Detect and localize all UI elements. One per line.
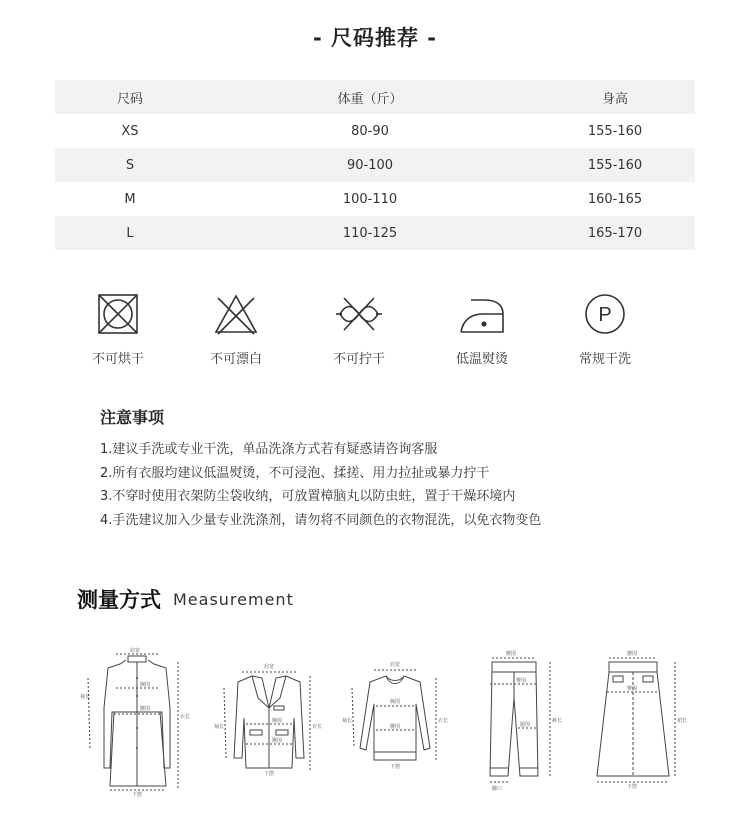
care-item [555, 292, 655, 367]
care-label: 不可拧干 [332, 352, 385, 367]
table-row [55, 182, 695, 216]
label-hem: 下摆 [264, 771, 275, 777]
cell-height: 155-160 [535, 148, 695, 182]
label-hip: 臀围 [627, 686, 638, 692]
notes-list [100, 438, 700, 532]
cell-weight: 90-100 [205, 148, 535, 182]
no-bleach-icon [212, 292, 260, 336]
cell-weight: 80-90 [351, 123, 389, 139]
cell-size: S [55, 148, 205, 182]
note-item: 4.手洗建议加入少量专业洗涤剂，请勿将不同颜色的衣物混洗，以免衣物变色 [100, 512, 542, 528]
header-weight: 体重（斤） [205, 80, 535, 114]
label-chest: 胸围 [272, 718, 283, 724]
note-item: 2.所有衣服均建议低温熨烫，不可浸泡、揉搓、用力拉扯或暴力拧干 [100, 465, 490, 481]
label-hem: 下摆 [390, 764, 401, 770]
label-leg-opening: 脚口 [492, 786, 503, 792]
care-label: 低温熨烫 [455, 352, 508, 367]
label-length: 衣长 [180, 714, 191, 720]
skirt-icon [585, 648, 688, 798]
label-waist: 腰围 [272, 738, 283, 744]
low-iron-icon [457, 292, 507, 336]
label-pants-length: 裤长 [552, 718, 563, 724]
measurement-title: 测量方式 [77, 588, 161, 612]
cell-weight: 100-110 [342, 191, 398, 207]
label-waist: 腰围 [390, 724, 401, 730]
label-shoulder: 肩宽 [390, 662, 401, 668]
coat-dress-icon [78, 648, 193, 798]
label-hem: 下摆 [627, 784, 638, 790]
trousers-icon [470, 648, 570, 798]
label-shoulder: 肩宽 [130, 648, 141, 654]
label-chest: 胸围 [390, 699, 401, 705]
table-row [55, 216, 695, 250]
label-hip: 臀围 [516, 678, 527, 684]
label-sleeve: 袖长 [80, 694, 91, 700]
label-sleeve: 袖长 [342, 718, 353, 724]
label-sleeve: 袖长 [214, 724, 225, 730]
cell-size: L [55, 216, 205, 250]
care-label: 不可烘干 [91, 352, 144, 367]
no-wring-icon [334, 292, 384, 336]
notes-title: 注意事项 [100, 408, 165, 427]
care-label: 常规干洗 [578, 352, 631, 367]
measurement-heading [77, 584, 294, 614]
label-waist: 腰围 [627, 651, 638, 657]
label-shoulder: 肩宽 [264, 664, 275, 670]
label-skirt-length: 裙长 [677, 718, 688, 724]
blazer-icon [212, 648, 322, 798]
label-waist: 腰围 [506, 651, 517, 657]
table-row [55, 148, 695, 182]
care-label: 不可漂白 [209, 352, 262, 367]
header-size: 尺码 [55, 80, 205, 114]
care-item [68, 292, 168, 367]
care-item [186, 292, 286, 367]
care-item [309, 292, 409, 367]
care-item [432, 292, 532, 367]
dry-clean-symbol: P [598, 304, 612, 326]
no-tumble-dry-icon [96, 292, 140, 336]
cell-weight: 110-125 [205, 216, 535, 250]
sweater-icon [340, 648, 450, 798]
cell-height: 165-170 [535, 216, 695, 250]
measurement-diagrams [70, 648, 690, 798]
table-row [55, 114, 695, 148]
label-thigh: 腿围 [520, 722, 531, 728]
table-header-row [55, 80, 695, 114]
cell-size: XS [121, 123, 139, 139]
size-table [55, 80, 695, 250]
dry-clean-icon [583, 292, 627, 336]
label-length: 衣长 [438, 718, 449, 724]
cell-height: 160-165 [587, 191, 643, 207]
measurement-subtitle: Measurement [173, 589, 294, 609]
page-title: - 尺码推荐 - [312, 26, 438, 50]
care-notes [100, 405, 700, 532]
note-item: 3.不穿时使用衣架防尘袋收纳，可放置樟脑丸以防虫蛀，置于干燥环境内 [100, 489, 516, 504]
care-icons [60, 292, 660, 382]
label-chest: 胸围 [140, 682, 151, 688]
cell-height: 155-160 [587, 123, 643, 139]
header-height: 身高 [535, 80, 695, 114]
label-waist: 腰围 [140, 706, 151, 712]
note-item: 1.建议手洗或专业干洗，单品洗涤方式若有疑惑请咨询客服 [100, 442, 438, 457]
label-hem: 下摆 [132, 792, 143, 798]
cell-size: M [124, 191, 136, 207]
label-length: 衣长 [312, 724, 323, 730]
